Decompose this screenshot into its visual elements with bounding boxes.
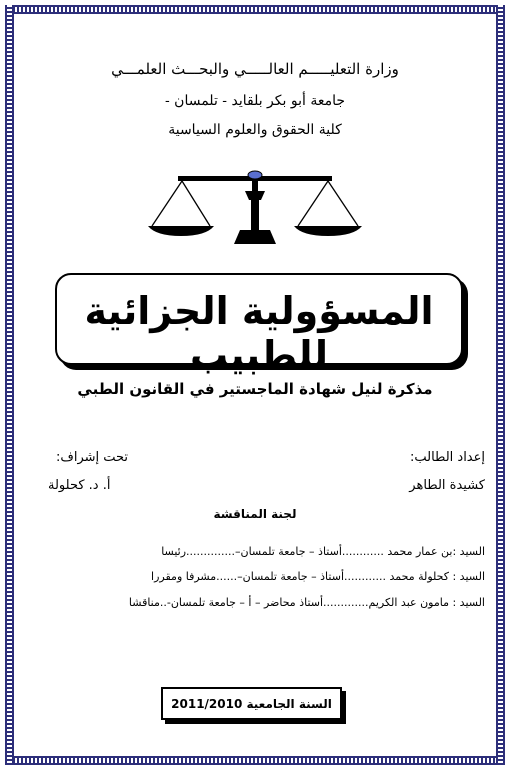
faculty-heading: كلية الحقوق والعلوم السياسية	[168, 122, 342, 138]
student-label: إعداد الطالب:	[409, 450, 485, 465]
university-heading: جامعة أبو بكر بلقايد - تلمسان -	[165, 93, 345, 109]
student-name: كشيدة الطاهر	[409, 478, 485, 493]
border-right	[496, 5, 505, 765]
border-left	[5, 5, 14, 765]
committee-member: السيد :بن عمار محمد ............أستاذ – جامعة تلمسان–..............رئيسا	[161, 545, 485, 558]
title-box	[55, 273, 463, 377]
academic-year-box	[161, 687, 342, 720]
border-bottom	[5, 756, 505, 765]
ministry-heading: وزارة التعليـــــم العالـــــي والبحـــث العلمـــي	[111, 60, 399, 78]
academic-year: السنة الجامعية 2011/2010	[171, 697, 332, 711]
committee-title: لجنة المناقشة	[213, 507, 297, 521]
thesis-subtitle: مذكرة لنيل شهادة الماجستير في القانون الطبي	[77, 380, 433, 398]
supervisor-name: أ. د. كحلولة	[48, 478, 111, 493]
thesis-title: المسؤولية الجزائية للطبيب	[84, 289, 434, 377]
committee-member: السيد : كحلولة محمد ............أستاذ – جامعة تلمسان–......مشرفا ومقررا	[151, 570, 485, 583]
border-top	[5, 5, 505, 14]
supervisor-label: تحت إشراف:	[56, 450, 129, 465]
scales-of-justice-icon	[148, 170, 362, 248]
committee-member: السيد : مامون عبد الكريم.............أستاذ محاضر – أ – جامعة تلمسان-..مناقشا	[128, 596, 485, 609]
